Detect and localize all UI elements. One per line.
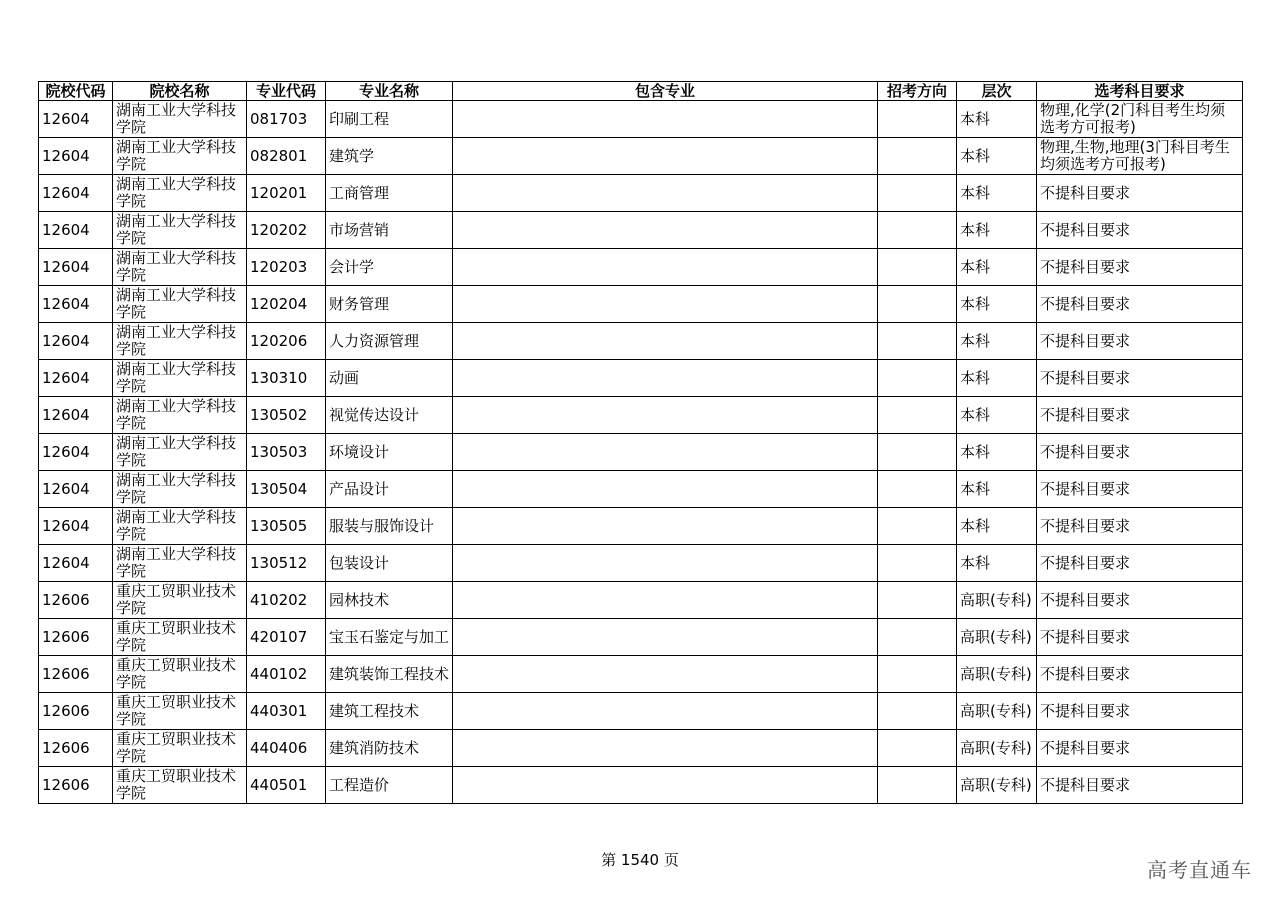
cell-major-code: 440406	[247, 730, 326, 767]
cell-school-name: 湖南工业大学科技学院	[113, 286, 247, 323]
cell-major-name: 财务管理	[326, 286, 453, 323]
cell-direction	[878, 212, 957, 249]
cell-school-code: 12606	[39, 619, 113, 656]
cell-direction	[878, 249, 957, 286]
cell-school-code: 12604	[39, 471, 113, 508]
cell-school-code: 12606	[39, 582, 113, 619]
cell-included-majors	[453, 101, 878, 138]
cell-major-code: 120204	[247, 286, 326, 323]
cell-level: 本科	[957, 249, 1037, 286]
cell-subject-requirement: 不提科目要求	[1037, 175, 1243, 212]
cell-major-name: 服装与服饰设计	[326, 508, 453, 545]
cell-school-code: 12604	[39, 286, 113, 323]
table-row	[39, 582, 1243, 619]
cell-direction	[878, 693, 957, 730]
cell-subject-requirement: 不提科目要求	[1037, 360, 1243, 397]
table-row	[39, 434, 1243, 471]
cell-level: 本科	[957, 138, 1037, 175]
cell-school-name: 湖南工业大学科技学院	[113, 434, 247, 471]
cell-level: 本科	[957, 360, 1037, 397]
cell-direction	[878, 397, 957, 434]
cell-major-name: 市场营销	[326, 212, 453, 249]
cell-included-majors	[453, 323, 878, 360]
cell-included-majors	[453, 286, 878, 323]
cell-direction	[878, 471, 957, 508]
cell-included-majors	[453, 360, 878, 397]
cell-major-name: 会计学	[326, 249, 453, 286]
cell-included-majors	[453, 138, 878, 175]
cell-direction	[878, 286, 957, 323]
table-row	[39, 397, 1243, 434]
cell-included-majors	[453, 175, 878, 212]
cell-major-code: 120202	[247, 212, 326, 249]
cell-direction	[878, 656, 957, 693]
cell-direction	[878, 767, 957, 804]
cell-subject-requirement: 物理,生物,地理(3门科目考生均须选考方可报考)	[1037, 138, 1243, 175]
cell-major-name: 园林技术	[326, 582, 453, 619]
cell-school-name: 湖南工业大学科技学院	[113, 212, 247, 249]
header-school-code: 院校代码	[39, 82, 113, 101]
cell-subject-requirement: 不提科目要求	[1037, 656, 1243, 693]
cell-direction	[878, 730, 957, 767]
cell-school-code: 12604	[39, 508, 113, 545]
cell-subject-requirement: 不提科目要求	[1037, 249, 1243, 286]
cell-major-code: 120203	[247, 249, 326, 286]
cell-major-code: 130505	[247, 508, 326, 545]
cell-school-code: 12604	[39, 323, 113, 360]
cell-school-code: 12606	[39, 656, 113, 693]
cell-major-code: 130504	[247, 471, 326, 508]
admission-table	[38, 81, 1243, 804]
table-body	[39, 101, 1243, 804]
cell-major-code: 410202	[247, 582, 326, 619]
cell-included-majors	[453, 767, 878, 804]
table-row	[39, 545, 1243, 582]
cell-school-name: 湖南工业大学科技学院	[113, 175, 247, 212]
cell-direction	[878, 545, 957, 582]
cell-school-code: 12604	[39, 101, 113, 138]
cell-major-name: 产品设计	[326, 471, 453, 508]
cell-level: 本科	[957, 101, 1037, 138]
cell-direction	[878, 175, 957, 212]
cell-direction	[878, 101, 957, 138]
cell-subject-requirement: 不提科目要求	[1037, 471, 1243, 508]
table-row	[39, 138, 1243, 175]
cell-subject-requirement: 不提科目要求	[1037, 767, 1243, 804]
table-row	[39, 730, 1243, 767]
cell-school-name: 重庆工贸职业技术学院	[113, 582, 247, 619]
cell-school-name: 重庆工贸职业技术学院	[113, 767, 247, 804]
header-included-majors: 包含专业	[453, 82, 878, 101]
cell-major-code: 130512	[247, 545, 326, 582]
cell-major-name: 印刷工程	[326, 101, 453, 138]
table-row	[39, 619, 1243, 656]
cell-included-majors	[453, 656, 878, 693]
cell-level: 高职(专科)	[957, 619, 1037, 656]
cell-direction	[878, 508, 957, 545]
cell-subject-requirement: 不提科目要求	[1037, 323, 1243, 360]
cell-direction	[878, 619, 957, 656]
cell-included-majors	[453, 730, 878, 767]
table-row	[39, 693, 1243, 730]
cell-level: 本科	[957, 397, 1037, 434]
cell-included-majors	[453, 545, 878, 582]
cell-subject-requirement: 不提科目要求	[1037, 212, 1243, 249]
page-number: 第 1540 页	[601, 851, 679, 869]
cell-included-majors	[453, 249, 878, 286]
header-row	[39, 82, 1243, 101]
cell-school-code: 12604	[39, 360, 113, 397]
cell-level: 本科	[957, 434, 1037, 471]
cell-level: 本科	[957, 508, 1037, 545]
cell-level: 高职(专科)	[957, 693, 1037, 730]
header-direction: 招考方向	[878, 82, 957, 101]
table-row	[39, 101, 1243, 138]
cell-direction	[878, 323, 957, 360]
cell-level: 本科	[957, 323, 1037, 360]
cell-major-code: 440501	[247, 767, 326, 804]
cell-school-code: 12604	[39, 397, 113, 434]
cell-school-name: 湖南工业大学科技学院	[113, 360, 247, 397]
cell-level: 本科	[957, 212, 1037, 249]
cell-major-name: 工程造价	[326, 767, 453, 804]
cell-level: 高职(专科)	[957, 582, 1037, 619]
cell-school-name: 重庆工贸职业技术学院	[113, 730, 247, 767]
cell-school-code: 12604	[39, 138, 113, 175]
cell-subject-requirement: 不提科目要求	[1037, 545, 1243, 582]
table-row	[39, 767, 1243, 804]
cell-school-code: 12604	[39, 175, 113, 212]
cell-major-code: 082801	[247, 138, 326, 175]
table-row	[39, 249, 1243, 286]
cell-school-code: 12604	[39, 212, 113, 249]
table-row	[39, 508, 1243, 545]
cell-subject-requirement: 不提科目要求	[1037, 693, 1243, 730]
cell-included-majors	[453, 397, 878, 434]
header-level: 层次	[957, 82, 1037, 101]
cell-included-majors	[453, 619, 878, 656]
cell-school-code: 12604	[39, 545, 113, 582]
cell-level: 本科	[957, 286, 1037, 323]
cell-included-majors	[453, 582, 878, 619]
cell-major-name: 人力资源管理	[326, 323, 453, 360]
cell-direction	[878, 582, 957, 619]
watermark-logo-text: 高考直通车	[1147, 858, 1252, 882]
cell-subject-requirement: 不提科目要求	[1037, 508, 1243, 545]
cell-major-name: 宝玉石鉴定与加工	[326, 619, 453, 656]
cell-major-code: 130310	[247, 360, 326, 397]
cell-school-name: 湖南工业大学科技学院	[113, 471, 247, 508]
table-row	[39, 471, 1243, 508]
cell-major-name: 建筑学	[326, 138, 453, 175]
cell-school-name: 湖南工业大学科技学院	[113, 101, 247, 138]
header-school-name: 院校名称	[113, 82, 247, 101]
cell-subject-requirement: 不提科目要求	[1037, 730, 1243, 767]
cell-included-majors	[453, 471, 878, 508]
cell-included-majors	[453, 434, 878, 471]
cell-major-name: 包装设计	[326, 545, 453, 582]
cell-included-majors	[453, 693, 878, 730]
cell-school-name: 湖南工业大学科技学院	[113, 508, 247, 545]
cell-level: 高职(专科)	[957, 730, 1037, 767]
cell-school-code: 12604	[39, 249, 113, 286]
cell-major-code: 130503	[247, 434, 326, 471]
cell-level: 高职(专科)	[957, 767, 1037, 804]
cell-level: 本科	[957, 471, 1037, 508]
cell-school-code: 12604	[39, 434, 113, 471]
header-major-code: 专业代码	[247, 82, 326, 101]
cell-level: 本科	[957, 175, 1037, 212]
cell-major-name: 建筑消防技术	[326, 730, 453, 767]
cell-subject-requirement: 不提科目要求	[1037, 582, 1243, 619]
cell-subject-requirement: 不提科目要求	[1037, 434, 1243, 471]
cell-major-name: 建筑装饰工程技术	[326, 656, 453, 693]
header-major-name: 专业名称	[326, 82, 453, 101]
cell-subject-requirement: 不提科目要求	[1037, 619, 1243, 656]
cell-level: 本科	[957, 545, 1037, 582]
cell-school-name: 重庆工贸职业技术学院	[113, 656, 247, 693]
table-row	[39, 360, 1243, 397]
cell-direction	[878, 138, 957, 175]
cell-school-name: 湖南工业大学科技学院	[113, 397, 247, 434]
cell-school-code: 12606	[39, 693, 113, 730]
table-row	[39, 175, 1243, 212]
cell-school-code: 12606	[39, 767, 113, 804]
cell-major-name: 工商管理	[326, 175, 453, 212]
cell-school-name: 湖南工业大学科技学院	[113, 323, 247, 360]
cell-major-code: 130502	[247, 397, 326, 434]
cell-major-name: 动画	[326, 360, 453, 397]
cell-school-name: 重庆工贸职业技术学院	[113, 693, 247, 730]
cell-direction	[878, 360, 957, 397]
table-row	[39, 212, 1243, 249]
cell-direction	[878, 434, 957, 471]
cell-school-name: 湖南工业大学科技学院	[113, 249, 247, 286]
table-row	[39, 656, 1243, 693]
cell-school-name: 重庆工贸职业技术学院	[113, 619, 247, 656]
cell-major-code: 120206	[247, 323, 326, 360]
cell-major-code: 081703	[247, 101, 326, 138]
cell-school-name: 湖南工业大学科技学院	[113, 545, 247, 582]
cell-major-code: 440301	[247, 693, 326, 730]
cell-included-majors	[453, 212, 878, 249]
table-row	[39, 286, 1243, 323]
cell-major-name: 视觉传达设计	[326, 397, 453, 434]
cell-major-name: 环境设计	[326, 434, 453, 471]
cell-subject-requirement: 不提科目要求	[1037, 286, 1243, 323]
cell-subject-requirement: 不提科目要求	[1037, 397, 1243, 434]
cell-school-code: 12606	[39, 730, 113, 767]
cell-school-name: 湖南工业大学科技学院	[113, 138, 247, 175]
table-row	[39, 323, 1243, 360]
cell-included-majors	[453, 508, 878, 545]
header-subject-requirement: 选考科目要求	[1037, 82, 1243, 101]
cell-major-code: 420107	[247, 619, 326, 656]
cell-subject-requirement: 物理,化学(2门科目考生均须选考方可报考)	[1037, 101, 1243, 138]
cell-major-name: 建筑工程技术	[326, 693, 453, 730]
cell-level: 高职(专科)	[957, 656, 1037, 693]
cell-major-code: 440102	[247, 656, 326, 693]
cell-major-code: 120201	[247, 175, 326, 212]
